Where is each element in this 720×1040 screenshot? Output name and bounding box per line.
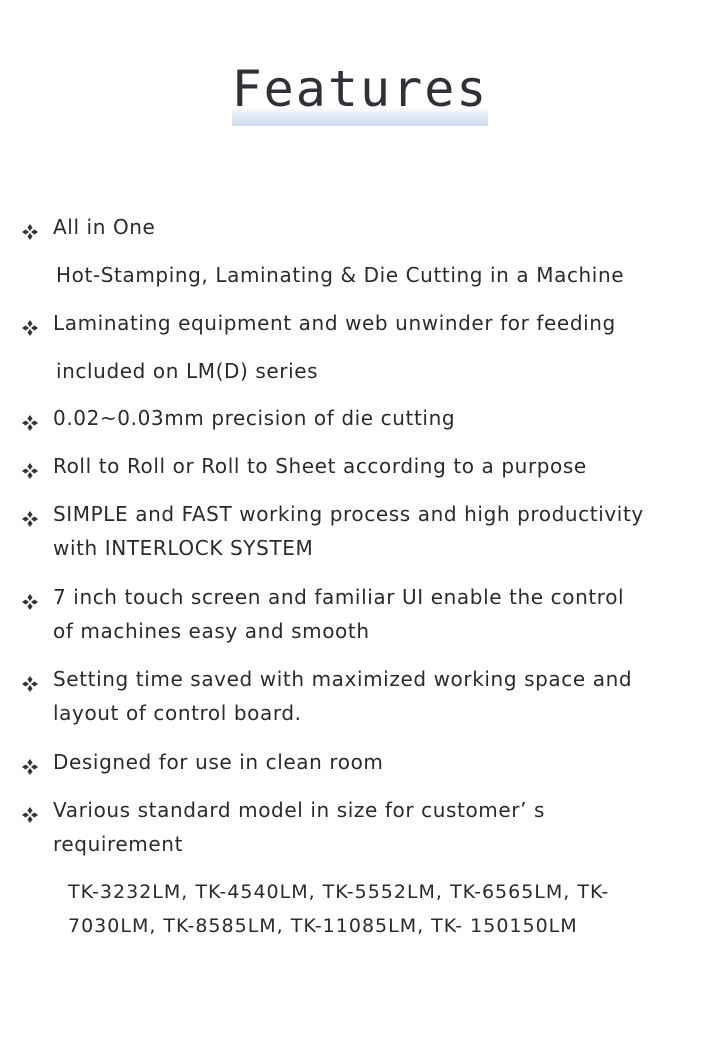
feature-line: 7 inch touch screen and familiar UI enable the control (53, 585, 625, 609)
model-list (68, 875, 609, 943)
feature-text (53, 401, 703, 435)
feature-text (53, 449, 703, 483)
feature-text (53, 793, 703, 861)
feature-text (53, 306, 703, 340)
feature-text (53, 210, 703, 244)
feature-line: All in One (53, 215, 156, 239)
diamond-bullet-icon (21, 593, 39, 611)
diamond-bullet-icon (21, 510, 39, 528)
diamond-bullet-icon (21, 462, 39, 480)
model-list-line: TK-3232LM, TK-4540LM, TK-5552LM, TK-6565LM, TK- (68, 881, 610, 903)
feature-line: Designed for use in clean room (53, 750, 384, 774)
feature-text (53, 497, 703, 565)
diamond-bullet-icon (21, 675, 39, 693)
feature-text (53, 662, 703, 730)
model-list-line: 7030LM, TK-8585LM, TK-11085LM, TK- 150150LM (68, 915, 578, 937)
feature-text (53, 580, 703, 648)
feature-line: of machines easy and smooth (53, 619, 370, 643)
feature-line: Various standard model in size for customer’ s (53, 798, 546, 822)
diamond-bullet-icon (21, 758, 39, 776)
diamond-bullet-icon (21, 319, 39, 337)
feature-line: Laminating equipment and web unwinder for feeding (53, 311, 616, 335)
feature-subline: included on LM(D) series (56, 359, 319, 383)
feature-line: SIMPLE and FAST working process and high productivity (53, 502, 644, 526)
feature-subline: Hot-Stamping, Laminating & Die Cutting in a Machine (56, 263, 625, 287)
title-area (0, 58, 720, 120)
feature-line: with INTERLOCK SYSTEM (53, 536, 314, 560)
feature-line: Roll to Roll or Roll to Sheet according to a purpose (53, 454, 587, 478)
diamond-bullet-icon (21, 806, 39, 824)
diamond-bullet-icon (21, 223, 39, 241)
page-title: Features (231, 60, 489, 118)
feature-line: 0.02~0.03mm precision of die cutting (53, 406, 456, 430)
diamond-bullet-icon (21, 414, 39, 432)
feature-text (53, 745, 703, 779)
feature-line: Setting time saved with maximized working space and (53, 667, 633, 691)
feature-line: requirement (53, 832, 184, 856)
feature-line: layout of control board. (53, 701, 302, 725)
